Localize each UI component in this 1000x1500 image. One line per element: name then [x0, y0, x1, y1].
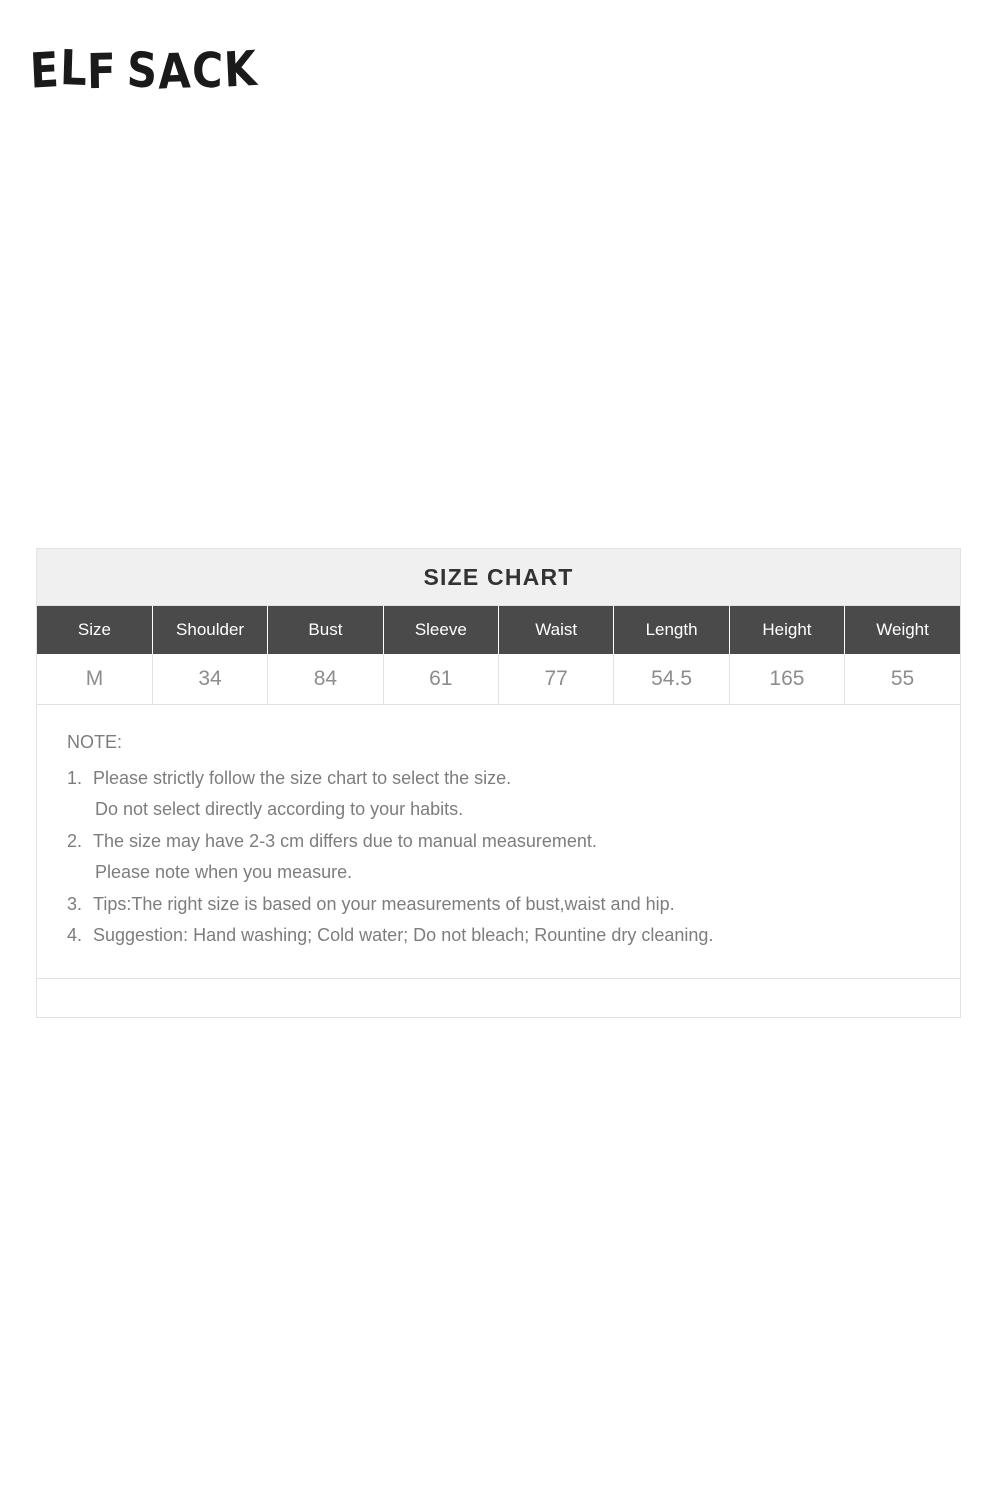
logo-letter: L: [58, 39, 89, 97]
note-text: [93, 763, 930, 826]
note-list: [67, 763, 930, 952]
cell-shoulder: 34: [152, 654, 267, 705]
logo-letter: S: [125, 41, 160, 100]
size-chart-table: [37, 606, 960, 705]
size-chart-panel: [36, 548, 961, 1018]
note-text: [93, 826, 930, 889]
note-number: 3.: [67, 893, 83, 914]
logo-letter: K: [222, 39, 259, 99]
note-subline: Do not select directly according to your habits.: [95, 799, 464, 819]
list-item: [67, 920, 930, 952]
panel-bottom-divider: [37, 978, 960, 1017]
column-header-size: Size: [37, 606, 152, 654]
cell-bust: 84: [268, 654, 383, 705]
note-line: The size may have 2-3 cm differs due to manual measurement.: [93, 830, 597, 851]
note-text: [93, 889, 930, 921]
cell-length: 54.5: [614, 654, 729, 705]
note-number: 1.: [67, 767, 83, 788]
size-chart-title: SIZE CHART: [37, 549, 960, 606]
column-header-sleeve: Sleeve: [383, 606, 498, 654]
logo-letter: E: [28, 41, 61, 100]
note-line: Suggestion: Hand washing; Cold water; Do not bleach; Rountine dry cleaning.: [93, 925, 714, 945]
column-header-height: Height: [729, 606, 844, 654]
list-item: [67, 763, 930, 826]
note-line: Please strictly follow the size chart to select the size.: [93, 767, 512, 788]
note-text: [93, 920, 930, 952]
cell-size: M: [37, 654, 152, 705]
table-header-row: [37, 606, 960, 654]
list-item: [67, 826, 930, 889]
logo-letter: A: [157, 42, 193, 101]
list-item: [67, 889, 930, 921]
note-number: 4.: [67, 925, 83, 945]
cell-waist: 77: [499, 654, 614, 705]
logo-letter: F: [87, 42, 118, 100]
cell-weight: 55: [845, 654, 960, 705]
note-heading: NOTE:: [67, 732, 123, 752]
cell-height: 165: [729, 654, 844, 705]
note-subline: Please note when you measure.: [95, 862, 353, 882]
column-header-weight: Weight: [845, 606, 960, 654]
column-header-shoulder: Shoulder: [152, 606, 267, 654]
logo-letter: C: [191, 41, 225, 99]
column-header-length: Length: [614, 606, 729, 654]
brand-logo: [28, 39, 259, 101]
cell-sleeve: 61: [383, 654, 498, 705]
table-row: [37, 654, 960, 705]
column-header-waist: Waist: [499, 606, 614, 654]
note-number: 2.: [67, 830, 83, 851]
column-header-bust: Bust: [268, 606, 383, 654]
note-line: Tips:The right size is based on your measurements of bust,waist and hip.: [93, 893, 675, 914]
note-section: [37, 705, 960, 978]
